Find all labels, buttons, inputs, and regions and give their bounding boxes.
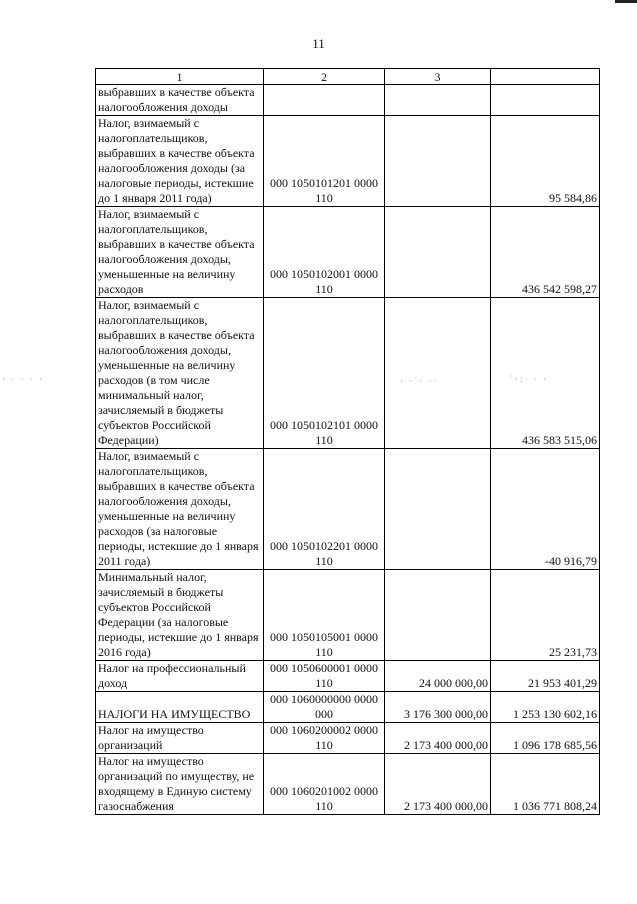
table-row [96, 692, 600, 723]
row-actual: 95 584,86 [491, 116, 600, 207]
row-name: НАЛОГИ НА ИМУЩЕСТВО [96, 692, 264, 723]
table-row [96, 207, 600, 298]
row-code: 000 1050101201 0000 110 [264, 116, 385, 207]
table-row [96, 449, 600, 570]
table-row [96, 661, 600, 692]
row-plan [385, 116, 491, 207]
scan-speckle: · · · · · [2, 374, 44, 384]
header-col-3: 3 [385, 69, 491, 85]
row-actual [491, 85, 600, 116]
page-number: 11 [312, 36, 325, 51]
row-code: 000 1060201002 0000 110 [264, 754, 385, 815]
row-name: Налог, взимаемый с налогоплательщиков, выбравших в качестве объекта налогообложения доходы (за налоговые периоды, истекшие до 1 января 2011 года) [96, 116, 264, 207]
row-actual: 25 231,73 [491, 570, 600, 661]
row-plan [385, 207, 491, 298]
header-row [96, 69, 600, 85]
row-code: 000 1050600001 0000 110 [264, 661, 385, 692]
row-code: 000 1060200002 0000 110 [264, 723, 385, 754]
header-col-2: 2 [264, 69, 385, 85]
row-code: 000 1060000000 0000 000 [264, 692, 385, 723]
row-name: Минимальный налог, зачисляемый в бюджеты субъектов Российской Федерации (за налоговые периоды, истекшие до 1 января 2016 года) [96, 570, 264, 661]
row-actual: -40 916,79 [491, 449, 600, 570]
row-name: Налог, взимаемый с налогоплательщиков, выбравших в качестве объекта налогообложения доходы, уменьшенные на величину расходов [96, 207, 264, 298]
row-code: 000 1050102201 0000 110 [264, 449, 385, 570]
budget-revenue-table [95, 68, 600, 815]
row-name: Налог на имущество организаций [96, 723, 264, 754]
row-plan: 2 173 400 000,00 [385, 754, 491, 815]
row-plan [385, 298, 491, 449]
row-name: Налог на имущество организаций по имуществу, не входящему в Единую систему газоснабжения [96, 754, 264, 815]
header-col-4 [491, 69, 600, 85]
corner-mark [615, 0, 637, 3]
table-row [96, 85, 600, 116]
row-code [264, 85, 385, 116]
row-name: Налог на профессиональный доход [96, 661, 264, 692]
row-code: 000 1050102001 0000 110 [264, 207, 385, 298]
row-actual: 436 542 598,27 [491, 207, 600, 298]
row-actual: 1 036 771 808,24 [491, 754, 600, 815]
row-actual: 436 583 515,06 [491, 298, 600, 449]
scan-speckle: · ·˙· ·· [400, 376, 439, 386]
table-row [96, 298, 600, 449]
row-actual: 1 253 130 602,16 [491, 692, 600, 723]
row-plan: 3 176 300 000,00 [385, 692, 491, 723]
row-actual: 1 096 178 685,56 [491, 723, 600, 754]
table-row [96, 723, 600, 754]
scan-speckle: ˙·:· · · [510, 374, 548, 384]
table-row [96, 754, 600, 815]
row-plan: 24 000 000,00 [385, 661, 491, 692]
row-plan [385, 449, 491, 570]
table-row [96, 116, 600, 207]
row-code: 000 1050102101 0000 110 [264, 298, 385, 449]
row-actual: 21 953 401,29 [491, 661, 600, 692]
row-name: Налог, взимаемый с налогоплательщиков, выбравших в качестве объекта налогообложения доходы, уменьшенные на величину расходов (за налоговые периоды, истекшие до 1 января 2011 года) [96, 449, 264, 570]
table-row [96, 570, 600, 661]
row-name: Налог, взимаемый с налогоплательщиков, выбравших в качестве объекта налогообложения доходы, уменьшенные на величину расходов (в том числе минимальный налог, зачисляемый в бюджеты субъектов Российской Федерации) [96, 298, 264, 449]
row-plan [385, 85, 491, 116]
row-plan: 2 173 400 000,00 [385, 723, 491, 754]
row-code: 000 1050105001 0000 110 [264, 570, 385, 661]
row-name: выбравших в качестве объекта налогообложения доходы [96, 85, 264, 116]
header-col-1: 1 [96, 69, 264, 85]
row-plan [385, 570, 491, 661]
